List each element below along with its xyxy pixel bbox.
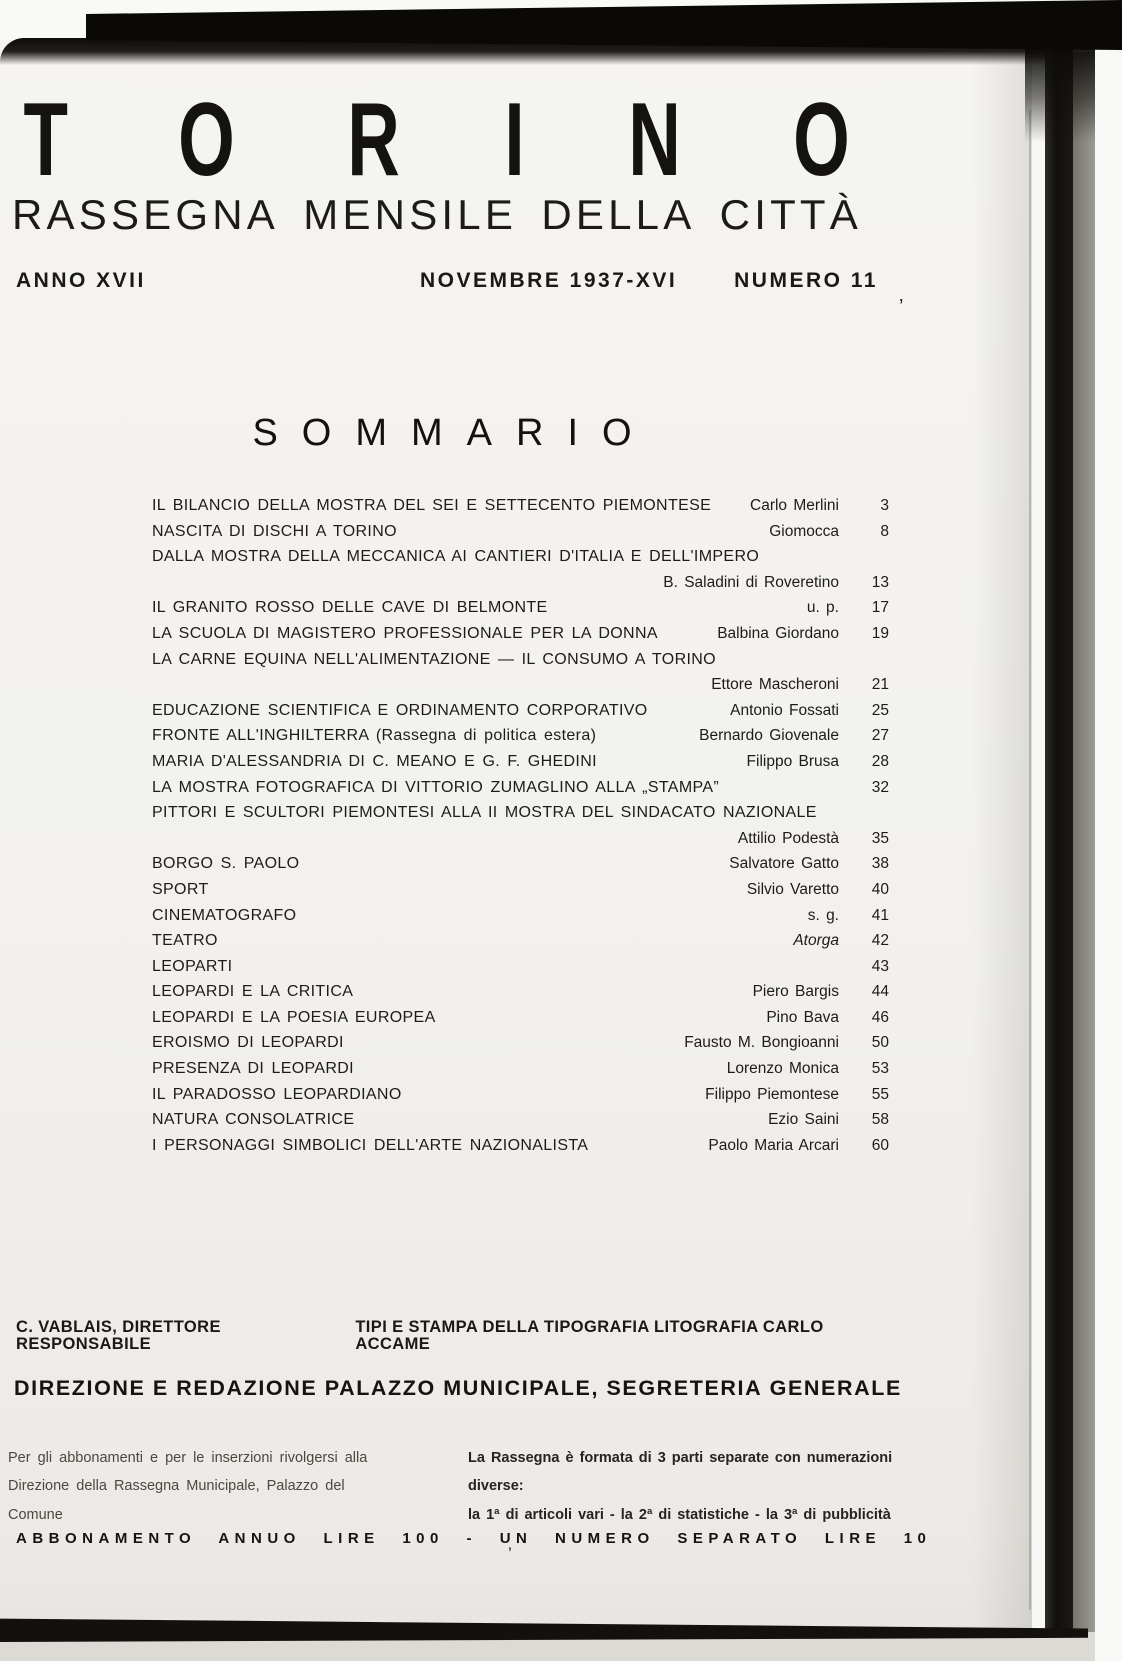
issue-date: NOVEMBRE 1937-XVI xyxy=(420,269,678,292)
toc-entry-author: Bernardo Giovenale xyxy=(699,727,839,745)
book-page-edges xyxy=(1073,52,1095,1642)
toc-entry xyxy=(152,702,889,728)
toc-entry xyxy=(152,779,889,805)
spread-word: REDAZIONE xyxy=(176,1376,318,1400)
toc-entry-page: 25 xyxy=(871,701,889,719)
spread-word: PALAZZO xyxy=(324,1376,436,1400)
toc-entry-author: Paolo Maria Arcari xyxy=(708,1136,839,1154)
toc-entry-author: u. p. xyxy=(806,599,839,617)
toc-entry-page: 38 xyxy=(871,855,889,873)
toc-list xyxy=(152,497,889,1162)
toc-entry-author: Filippo Brusa xyxy=(746,752,839,770)
toc-entry-title: BORGO S. PAOLO xyxy=(152,855,300,873)
toc-entry-title: LA CARNE EQUINA NELL'ALIMENTAZIONE — IL CONSUMO A TORINO xyxy=(152,650,716,668)
toc-entry-page: 43 xyxy=(871,957,889,975)
subscription-note xyxy=(8,1444,398,1529)
toc-entry xyxy=(152,1086,889,1112)
toc-entry-page: 32 xyxy=(871,778,889,796)
toc-entry-page: 8 xyxy=(880,522,889,540)
toc-entry-author: Pino Bava xyxy=(766,1008,839,1026)
issue-number: NUMERO 11 xyxy=(734,269,878,292)
toc-entry xyxy=(152,727,889,753)
ink-speck: ’ xyxy=(508,1544,512,1563)
issue-year: ANNO XVII xyxy=(16,269,146,292)
toc-entry-title: SPORT xyxy=(152,880,209,898)
toc-entry-page: 35 xyxy=(871,829,889,847)
toc-entry-continuation xyxy=(152,830,889,856)
toc-entry xyxy=(152,958,889,984)
toc-entry-page: 13 xyxy=(871,573,889,591)
masthead-letter: T xyxy=(23,82,69,198)
toc-entry-title: IL GRANITO ROSSO DELLE CAVE DI BELMONTE xyxy=(152,599,548,617)
toc-entry-continuation xyxy=(152,676,889,702)
imprint-row xyxy=(16,1319,894,1352)
toc-entry-title: EDUCAZIONE SCIENTIFICA E ORDINAMENTO CORPORATIVO xyxy=(152,701,648,719)
toc-entry-page: 44 xyxy=(871,983,889,1001)
toc-entry-author: s. g. xyxy=(807,906,839,924)
toc-entry xyxy=(152,548,889,574)
magazine-subtitle xyxy=(12,191,862,238)
toc-entry xyxy=(152,1137,889,1163)
toc-entry-page: 40 xyxy=(871,880,889,898)
toc-entry-page: 41 xyxy=(871,906,889,924)
spread-word: DIREZIONE xyxy=(14,1376,146,1400)
toc-entry-author: Salvatore Gatto xyxy=(729,855,839,873)
parts-note-line: la 1ª di articoli vari - la 2ª di statistiche - la 3ª di pubblicità xyxy=(468,1506,891,1523)
toc-entry-title: TEATRO xyxy=(152,932,218,950)
toc-entry-continuation xyxy=(152,574,889,600)
toc-entry-author: Carlo Merlini xyxy=(750,497,839,514)
footer-notes xyxy=(8,1444,904,1529)
spread-word: GENERALE xyxy=(769,1376,902,1400)
toc-entry-title: I PERSONAGGI SIMBOLICI DELL'ARTE NAZIONALISTA xyxy=(152,1136,589,1154)
toc-entry xyxy=(152,855,889,881)
toc-entry-page: 21 xyxy=(871,676,889,694)
ink-speck: ’ xyxy=(899,296,904,318)
toc-entry-page: 53 xyxy=(871,1060,889,1078)
subscription-note-line: Direzione della Rassegna Municipale, Palazzo del Comune xyxy=(8,1478,345,1523)
subscription-price-line: ABBONAMENTO ANNUO LIRE 100 - UN NUMERO SEPARATO LIRE 10 xyxy=(16,1530,932,1547)
toc-entry xyxy=(152,497,889,523)
toc-entry-page: 3 xyxy=(880,497,889,514)
masthead-letter: O xyxy=(793,82,850,198)
spread-word: MUNICIPALE, xyxy=(443,1376,600,1400)
parts-note xyxy=(468,1444,904,1529)
toc-entry-author: Antonio Fossati xyxy=(730,701,839,719)
toc-entry-page: 42 xyxy=(871,932,889,950)
toc-entry-author: B. Saladini di Roveretino xyxy=(663,573,839,591)
toc-entry-page: 19 xyxy=(871,624,889,642)
masthead-letter: I xyxy=(503,82,525,198)
toc-entry xyxy=(152,523,889,549)
toc-entry-title: LEOPARDI E LA CRITICA xyxy=(152,983,354,1001)
toc-entry xyxy=(152,625,889,651)
spread-word: MENSILE xyxy=(303,191,518,238)
toc-entry xyxy=(152,1009,889,1035)
toc-entry-title: MARIA D'ALESSANDRIA DI C. MEANO E G. F. GHEDINI xyxy=(152,752,597,770)
toc-entry-title: LA MOSTRA FOTOGRAFICA DI VITTORIO ZUMAGLINO ALLA „STAMPA” xyxy=(152,778,720,796)
toc-entry xyxy=(152,1060,889,1086)
toc-entry-title: NATURA CONSOLATRICE xyxy=(152,1111,355,1129)
toc-entry-author: Ezio Saini xyxy=(768,1111,839,1129)
toc-entry-author: Giomocca xyxy=(769,522,839,540)
toc-entry-title: NASCITA DI DISCHI A TORINO xyxy=(152,522,397,540)
toc-entry xyxy=(152,1034,889,1060)
spine-top-shadow xyxy=(1025,42,1095,142)
toc-entry-page: 17 xyxy=(871,599,889,617)
toc-entry-title: IL PARADOSSO LEOPARDIANO xyxy=(152,1085,402,1103)
masthead-letter: O xyxy=(178,82,236,198)
toc-entry xyxy=(152,907,889,933)
toc-entry xyxy=(152,804,889,830)
toc-entry-page: 46 xyxy=(871,1008,889,1026)
toc-entry-title: PRESENZA DI LEOPARDI xyxy=(152,1060,354,1078)
toc-entry-author: Filippo Piemontese xyxy=(705,1085,839,1103)
toc-entry xyxy=(152,983,889,1009)
toc-entry-title: LEOPARDI E LA POESIA EUROPEA xyxy=(152,1008,436,1026)
scan-right-margin xyxy=(1095,0,1122,1661)
toc-entry-author: Attilio Podestà xyxy=(737,829,839,847)
director-credit: C. VABLAIS, DIRETTORE RESPONSABILE xyxy=(16,1318,221,1353)
toc-entry-title: LA SCUOLA DI MAGISTERO PROFESSIONALE PER LA DONNA xyxy=(152,624,658,642)
toc-entry-title: PITTORI E SCULTORI PIEMONTESI ALLA II MOSTRA DEL SINDACATO NAZIONALE xyxy=(152,804,817,822)
toc-entry-author: Atorga xyxy=(793,932,839,950)
toc-entry-title: LEOPARTI xyxy=(152,957,233,975)
toc-entry-title: FRONTE ALL'INGHILTERRA (Rassegna di politica estera) xyxy=(152,727,597,745)
toc-entry-author: Balbina Giordano xyxy=(717,624,839,642)
toc-entry-title: EROISMO DI LEOPARDI xyxy=(152,1034,344,1052)
spread-word: CITTÀ xyxy=(719,191,862,238)
toc-entry xyxy=(152,881,889,907)
toc-entry-page: 58 xyxy=(871,1111,889,1129)
toc-entry-author: Fausto M. Bongioanni xyxy=(684,1034,839,1052)
spread-word: E xyxy=(152,1376,169,1400)
toc-entry-title: CINEMATOGRAFO xyxy=(152,906,297,924)
toc-entry-author: Piero Bargis xyxy=(752,983,839,1001)
toc-entry-title: DALLA MOSTRA DELLA MECCANICA AI CANTIERI D'ITALIA E DELL'IMPERO xyxy=(152,548,760,566)
spread-word: SEGRETERIA xyxy=(606,1376,763,1400)
toc-entry-page: 55 xyxy=(871,1085,889,1103)
toc-entry xyxy=(152,1111,889,1137)
editorial-address xyxy=(14,1378,902,1400)
toc-entry xyxy=(152,932,889,958)
parts-note-line: La Rassegna è formata di 3 parti separate con numerazioni diverse: xyxy=(468,1450,893,1495)
magazine-title xyxy=(14,82,862,198)
subscription-note-line: Per gli abbonamenti e per le inserzioni rivolgersi alla xyxy=(8,1450,368,1466)
toc-entry-page: 27 xyxy=(871,727,889,745)
masthead-letter: N xyxy=(628,82,682,198)
toc-heading: SOMMARIO xyxy=(252,412,656,454)
spread-word: RASSEGNA xyxy=(12,191,279,238)
toc-entry-author: Ettore Mascheroni xyxy=(711,676,839,694)
toc-entry xyxy=(152,599,889,625)
toc-entry-title: IL BILANCIO DELLA MOSTRA DEL SEI E SETTECENTO PIEMONTESE xyxy=(152,497,712,514)
toc-entry-page: 28 xyxy=(871,752,889,770)
book-spine-dark-edge xyxy=(1045,40,1073,1642)
toc-entry-page: 50 xyxy=(871,1034,889,1052)
printer-credit: TIPI E STAMPA DELLA TIPOGRAFIA LITOGRAFIA CARLO ACCAME xyxy=(355,1318,824,1353)
toc-entry-author: Lorenzo Monica xyxy=(726,1060,839,1078)
toc-entry-author: Silvio Varetto xyxy=(746,880,839,898)
masthead-letter: R xyxy=(347,82,400,198)
spread-word: DELLA xyxy=(541,191,696,238)
toc-entry xyxy=(152,651,889,677)
toc-entry xyxy=(152,753,889,779)
toc-entry-page: 60 xyxy=(871,1136,889,1154)
